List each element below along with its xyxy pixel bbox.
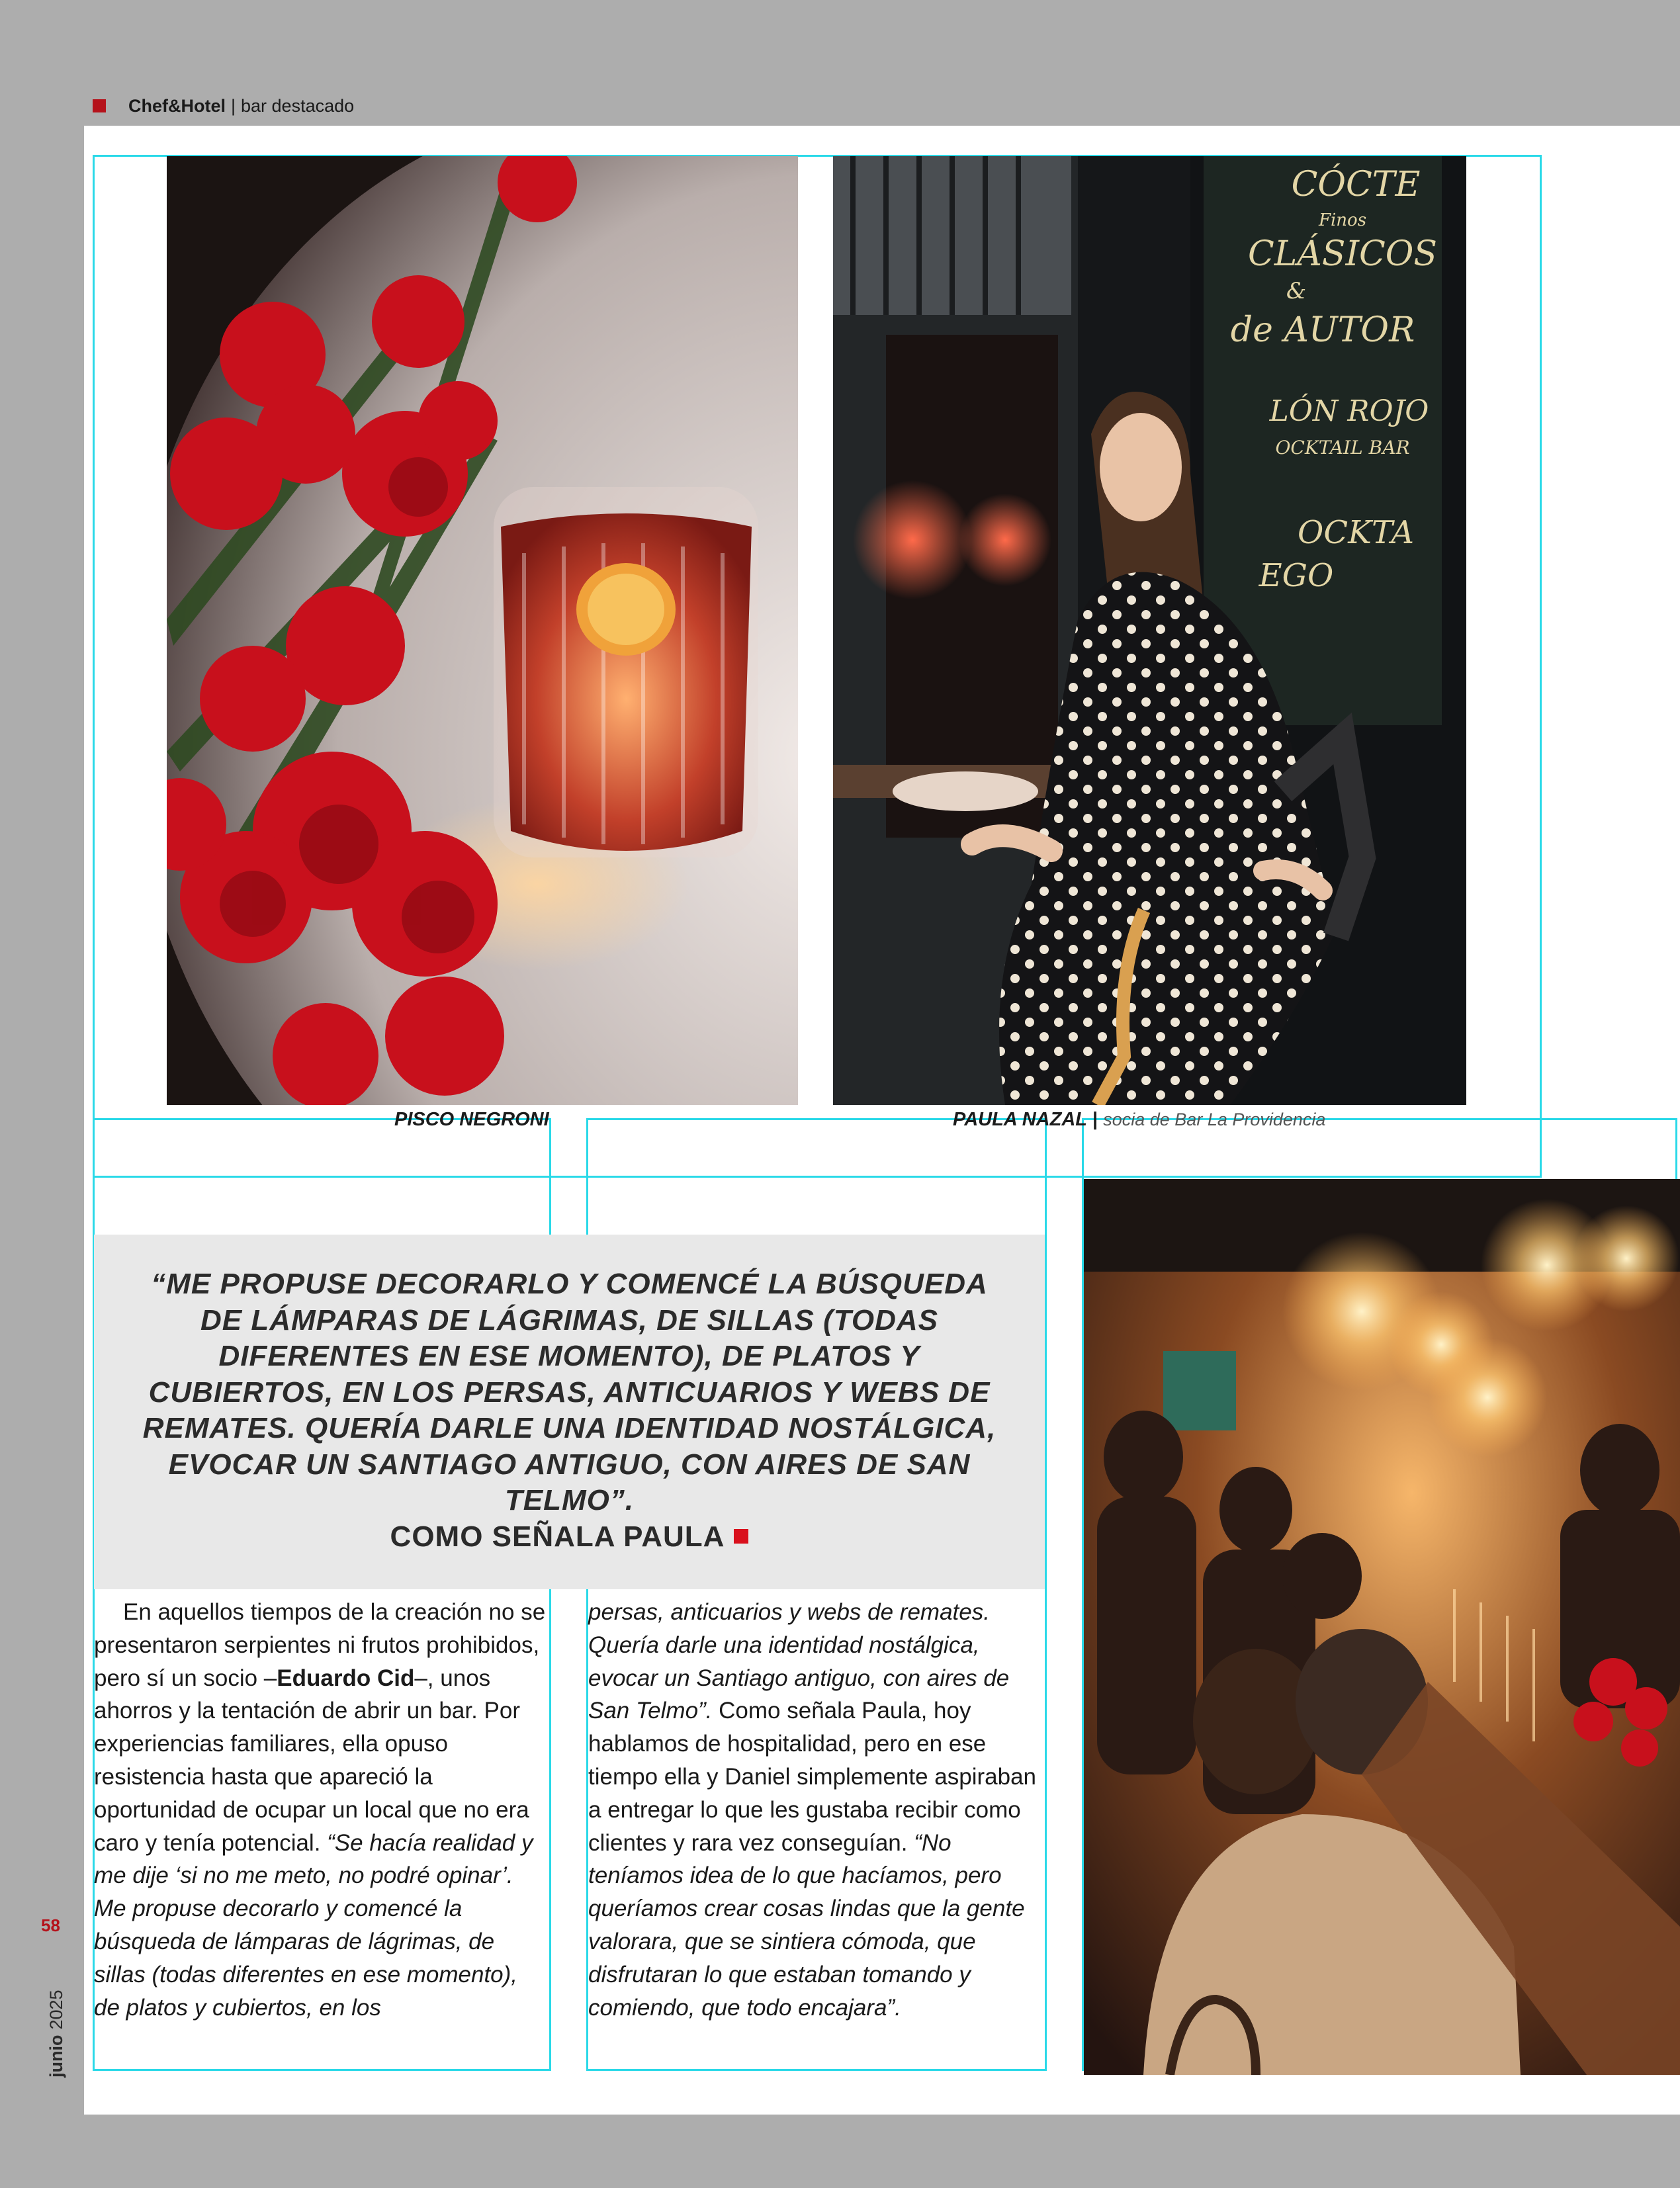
- section-marker-square: [93, 99, 106, 112]
- issue-month: junio: [46, 2035, 66, 2078]
- col1-quote: “Se hacía realidad y me dije ‘si no me meto, no podré opinar’. Me propuse decorarlo y comencé la búsqueda de lámparas de lágrimas, de sillas (todas diferentes en ese momento), de platos y cubiertos, en los: [94, 1829, 533, 2021]
- col1-text-1: En aquellos tiempos de la creación no se presentaron serpientes ni frutos prohibidos, pero sí un socio –: [94, 1599, 546, 1691]
- col1-name: Eduardo Cid: [277, 1665, 415, 1691]
- col2-paragraph: [588, 1596, 1045, 2024]
- header-separator: |: [231, 95, 236, 116]
- col2-text-1: Como señala Paula, hoy hablamos de hospitalidad, pero en ese tiempo ella y Daniel simplemente aspiraban a entregar lo que les gustaba recibir como clientes y rara vez conseguían.: [588, 1698, 1037, 1856]
- sign-text-3: CLÁSICOS: [1247, 234, 1438, 274]
- sign-text-6: LÓN ROJO: [1269, 394, 1429, 428]
- pull-quote-text: “ME PROPUSE DECORARLO Y COMENCÉ LA BÚSQUEDA DE LÁMPARAS DE LÁGRIMAS, DE SILLAS (TODAS DIFERENTES EN ESE MOMENTO), DE PLATOS Y CUBIERTOS, EN LOS PERSAS, ANTICUARIOS Y WEBS DE REMATES. QUERÍA DARLE UNA IDENTIDAD NOSTÁLGICA, EVOCAR UN SANTIAGO ANTIGUO, CON AIRES DE SAN TELMO”.: [142, 1268, 996, 1516]
- pull-quote-attribution-text: COMO SEÑALA PAULA: [390, 1520, 725, 1553]
- sign-text-7: OCKTAIL BAR: [1275, 437, 1410, 459]
- sign-text-5: de AUTOR: [1230, 310, 1415, 350]
- end-mark-square: [734, 1529, 748, 1544]
- photo-pisco-negroni: [167, 156, 798, 1105]
- page-number: 58: [41, 1915, 60, 1935]
- portrait-image: [833, 156, 1466, 1105]
- col2-quote-2: “No teníamos idea de lo que hacíamos, pero queríamos crear cosas lindas que la gente valorara, que se sintiera cómoda, que disfrutaran lo que estaban tomando y comiendo, que todo encajara”.: [588, 1829, 1025, 2021]
- article-column-2: [588, 1596, 1045, 2024]
- section-name: bar destacado: [241, 95, 355, 116]
- pull-quote-attribution: [134, 1519, 1005, 1555]
- pull-quote: [134, 1266, 1005, 1555]
- sign-text-1: CÓCTE: [1291, 165, 1421, 204]
- issue-date: [46, 1990, 67, 2078]
- caption-separator: |: [1092, 1109, 1098, 1130]
- sign-text-8: OCKTA: [1298, 514, 1414, 551]
- magazine-brand: Chef&Hotel: [128, 95, 226, 116]
- col1-paragraph: [94, 1596, 549, 2024]
- pull-quote-box: [94, 1235, 1045, 1589]
- sign-text-2: Finos: [1318, 210, 1367, 230]
- issue-year: 2025: [46, 1990, 66, 2030]
- photo-bar-interior: [1084, 1179, 1680, 2075]
- running-header: [93, 94, 354, 118]
- caption-negroni: [394, 1109, 549, 1131]
- article-column-1: [94, 1596, 549, 2024]
- col1-text-2: –, unos ahorros y la tentación de abrir un bar. Por experiencias familiares, ella opuso resistencia hasta que apareció la oportunidad de ocupar un local que no era caro y tenía potencial.: [94, 1665, 529, 1856]
- caption-paula: [953, 1109, 1325, 1131]
- caption-paula-role: socia de Bar La Providencia: [1103, 1110, 1326, 1129]
- caption-negroni-title: PISCO NEGRONI: [394, 1109, 549, 1130]
- photo-paula-nazal: [833, 156, 1466, 1105]
- bar-image: [1084, 1179, 1680, 2075]
- sign-text-9: EGO: [1259, 557, 1334, 594]
- col2-quote-1: persas, anticuarios y webs de remates. Quería darle una identidad nostálgica, evocar un Santiago antiguo, con aires de San Telmo”.: [588, 1599, 1010, 1724]
- negroni-image: [167, 156, 798, 1105]
- sign-text-4: &: [1286, 278, 1307, 304]
- caption-paula-name: PAULA NAZAL: [953, 1109, 1087, 1130]
